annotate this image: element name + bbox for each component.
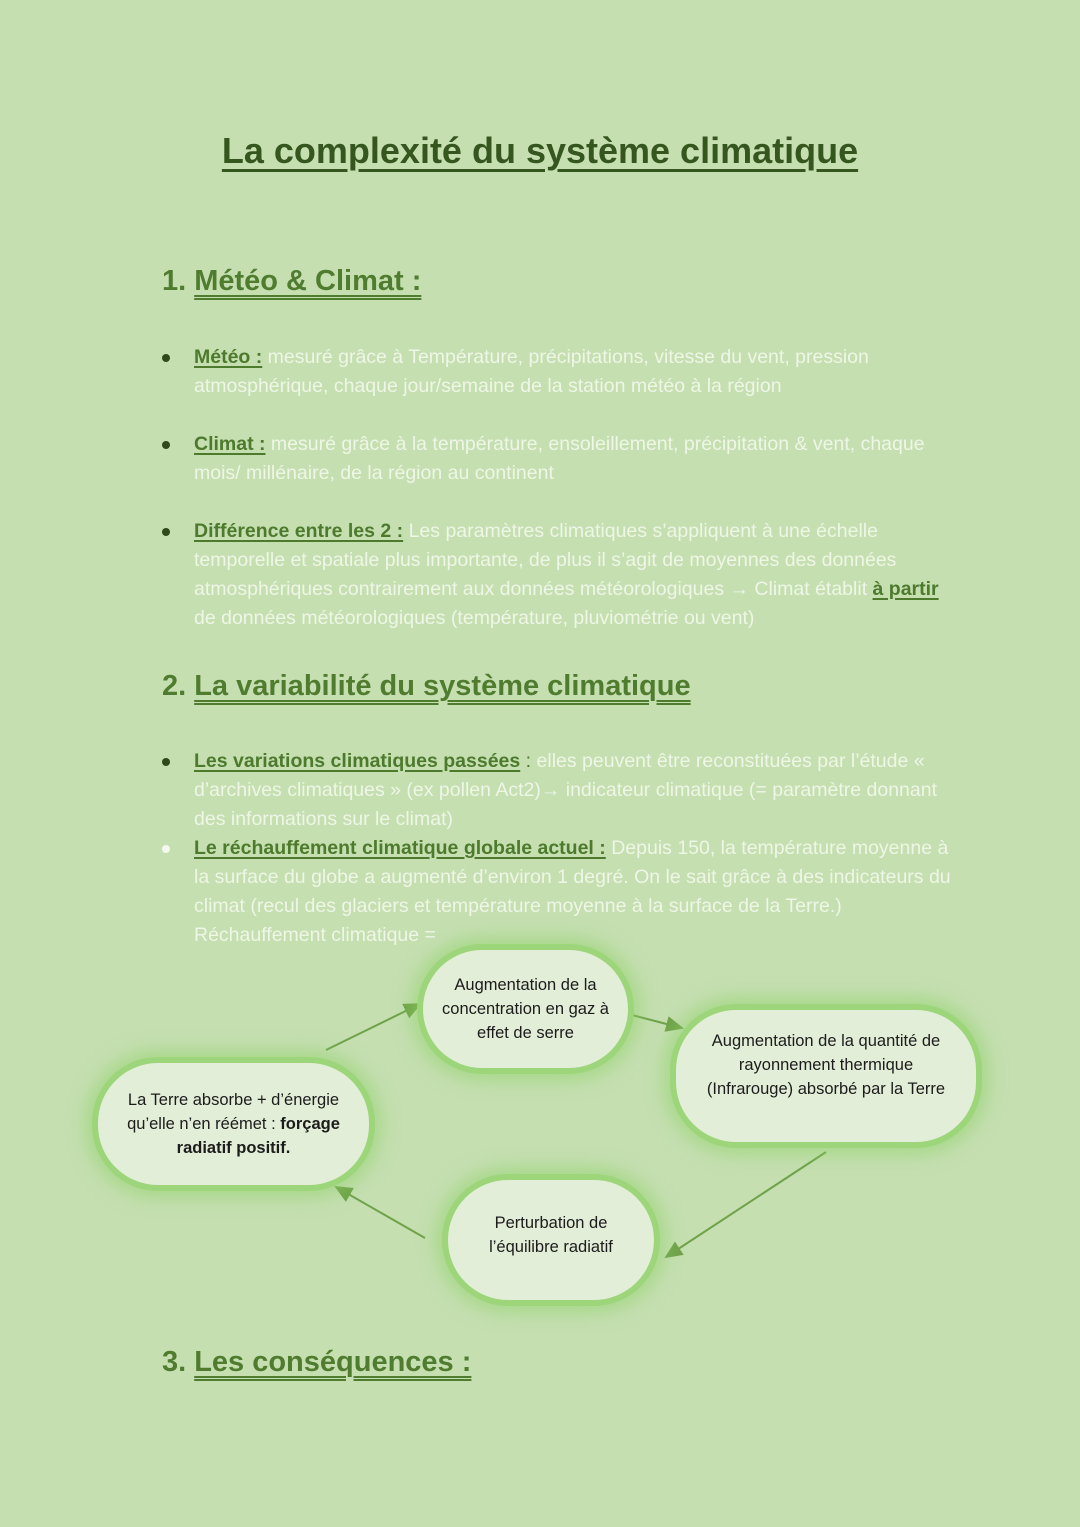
- page-title: La complexité du système climatique: [221, 130, 859, 171]
- emphasis-text: à partir: [872, 578, 939, 600]
- term-label: Climat :: [194, 433, 266, 455]
- list-item-current-warming: Le réchauffement climatique globale actuel : Depuis 150, la température moyenne à la surface du globe a augmenté d’environ 1 degré. On le sait grâce à des indicateurs du climat (recul des glaciers et température moyenne à la surface de la Terre.) Réchauffement climatique =: [162, 834, 962, 950]
- section-heading-3: 3. Les conséquences :: [162, 1346, 472, 1378]
- term-label: Les variations climatiques passées: [194, 750, 521, 772]
- term-label: Le réchauffement climatique globale actuel :: [194, 837, 606, 859]
- node-radiative-forcing: La Terre absorbe + d’énergie qu’elle n’en réémet : forçage radiatif positif.: [98, 1063, 369, 1185]
- section-heading-1: 1. Météo & Climat :: [162, 265, 422, 297]
- arrow-forcing-to-ghg: [326, 1004, 420, 1050]
- list-item-meteo: Météo : mesuré grâce à Température, précipitations, vitesse du vent, pression atmosphérique, chaque jour/semaine de la station météo à la région: [162, 343, 962, 401]
- arrow-ghg-to-ir: [632, 1015, 682, 1028]
- arrow-perturbation-to-forcing: [336, 1187, 425, 1238]
- term-label: Météo :: [194, 346, 263, 368]
- node-greenhouse-gas: Augmentation de la concentration en gaz à effet de serre: [423, 950, 628, 1068]
- node-radiative-perturbation: Perturbation de l’équilibre radiatif: [448, 1180, 654, 1300]
- list-item-climat: Climat : mesuré grâce à la température, ensoleillement, précipitation & vent, chaque mois/ millénaire, de la région au continent: [162, 430, 962, 488]
- term-label: Différence entre les 2 :: [194, 520, 404, 542]
- arrow-ir-to-perturbation: [666, 1152, 826, 1257]
- list-item-past-variations: Les variations climatiques passées : elles peuvent être reconstituées par l’étude « d’archives climatiques » (ex pollen Act2)→ indicateur climatique (= paramètre donnant des informations sur le climat): [162, 747, 962, 834]
- node-infrared: Augmentation de la quantité de rayonnement thermique (Infrarouge) absorbé par la Terre: [676, 1010, 976, 1142]
- list-item-difference: Différence entre les 2 : Les paramètres climatiques s’appliquent à une échelle temporelle et spatiale plus importante, de plus il s’agit de moyennes des données atmosphériques contrairement aux données météorologiques → Climat établit à partir de données météorologiques (température, pluviométrie ou vent): [162, 517, 962, 633]
- section-heading-2: 2. La variabilité du système climatique: [162, 670, 691, 702]
